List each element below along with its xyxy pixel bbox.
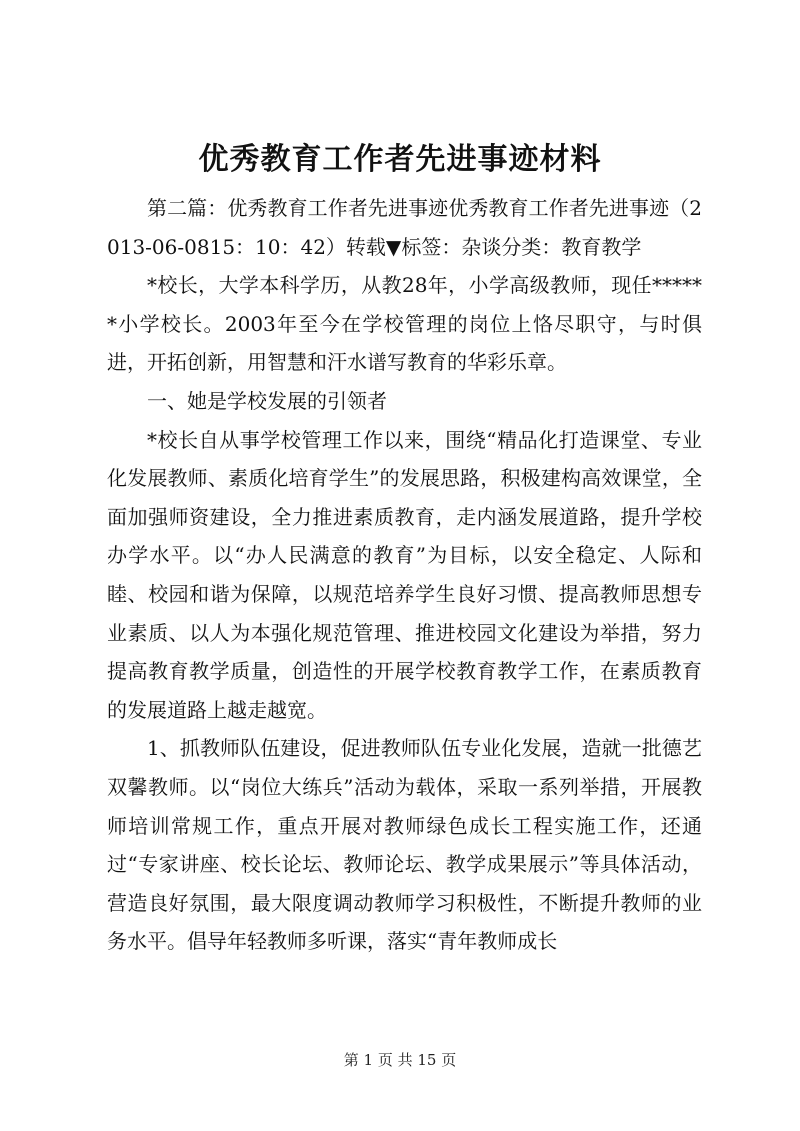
paragraph-intro: *校长，大学本科学历，从教28年，小学高级教师，现任******小学校长。2003年至今在学校管理的岗位上恪尽职守，与时俱进，开拓创新，用智慧和汗水谱写教育的华彩乐章。 — [107, 273, 702, 375]
paragraph-leadership: *校长自从事学校管理工作以来，围绕“精品化打造课堂、专业化发展教师、素质化培育学生”的发展思路，积极建构高效课堂，全面加强师资建设，全力推进素质教育，走内涵发展道路，提升学校办学水平。以“办人民满意的教育”为目标，以安全稳定、人际和睦、校园和谐为保障，以规范培养学生良好习惯、提高教师思想专业素质、以人为本强化规范管理、推进校园文化建设为举措，努力提高教育教学质量，创造性的开展学校教育教学工作，在素质教育的发展道路上越走越宽。 — [107, 427, 702, 722]
paragraph-teacher-building: 1、抓教师队伍建设，促进教师队伍专业化发展，造就一批德艺双馨教师。以“岗位大练兵”活动为载体，采取一系列举措，开展教师培训常规工作，重点开展对教师绿色成长工程实施工作，还通过“专家讲座、校长论坛、教师论坛、教学成果展示”等具体活动，营造良好氛围，最大限度调动教师学习积极性，不断提升教师的业务水平。倡导年轻教师多听课，落实“青年教师成长 — [107, 736, 702, 954]
paragraph-source-info: 第二篇：优秀教育工作者先进事迹优秀教育工作者先进事迹（2013-06-0815：10：42）转载▼标签：杂谈分类：教育教学 — [107, 196, 702, 259]
document-title: 优秀教育工作者先进事迹材料 — [198, 142, 602, 177]
document-body — [107, 189, 702, 961]
page-number: 第 1 页 共 15 页 — [343, 1051, 457, 1069]
section-heading: 一、她是学校发展的引领者 — [147, 388, 387, 413]
